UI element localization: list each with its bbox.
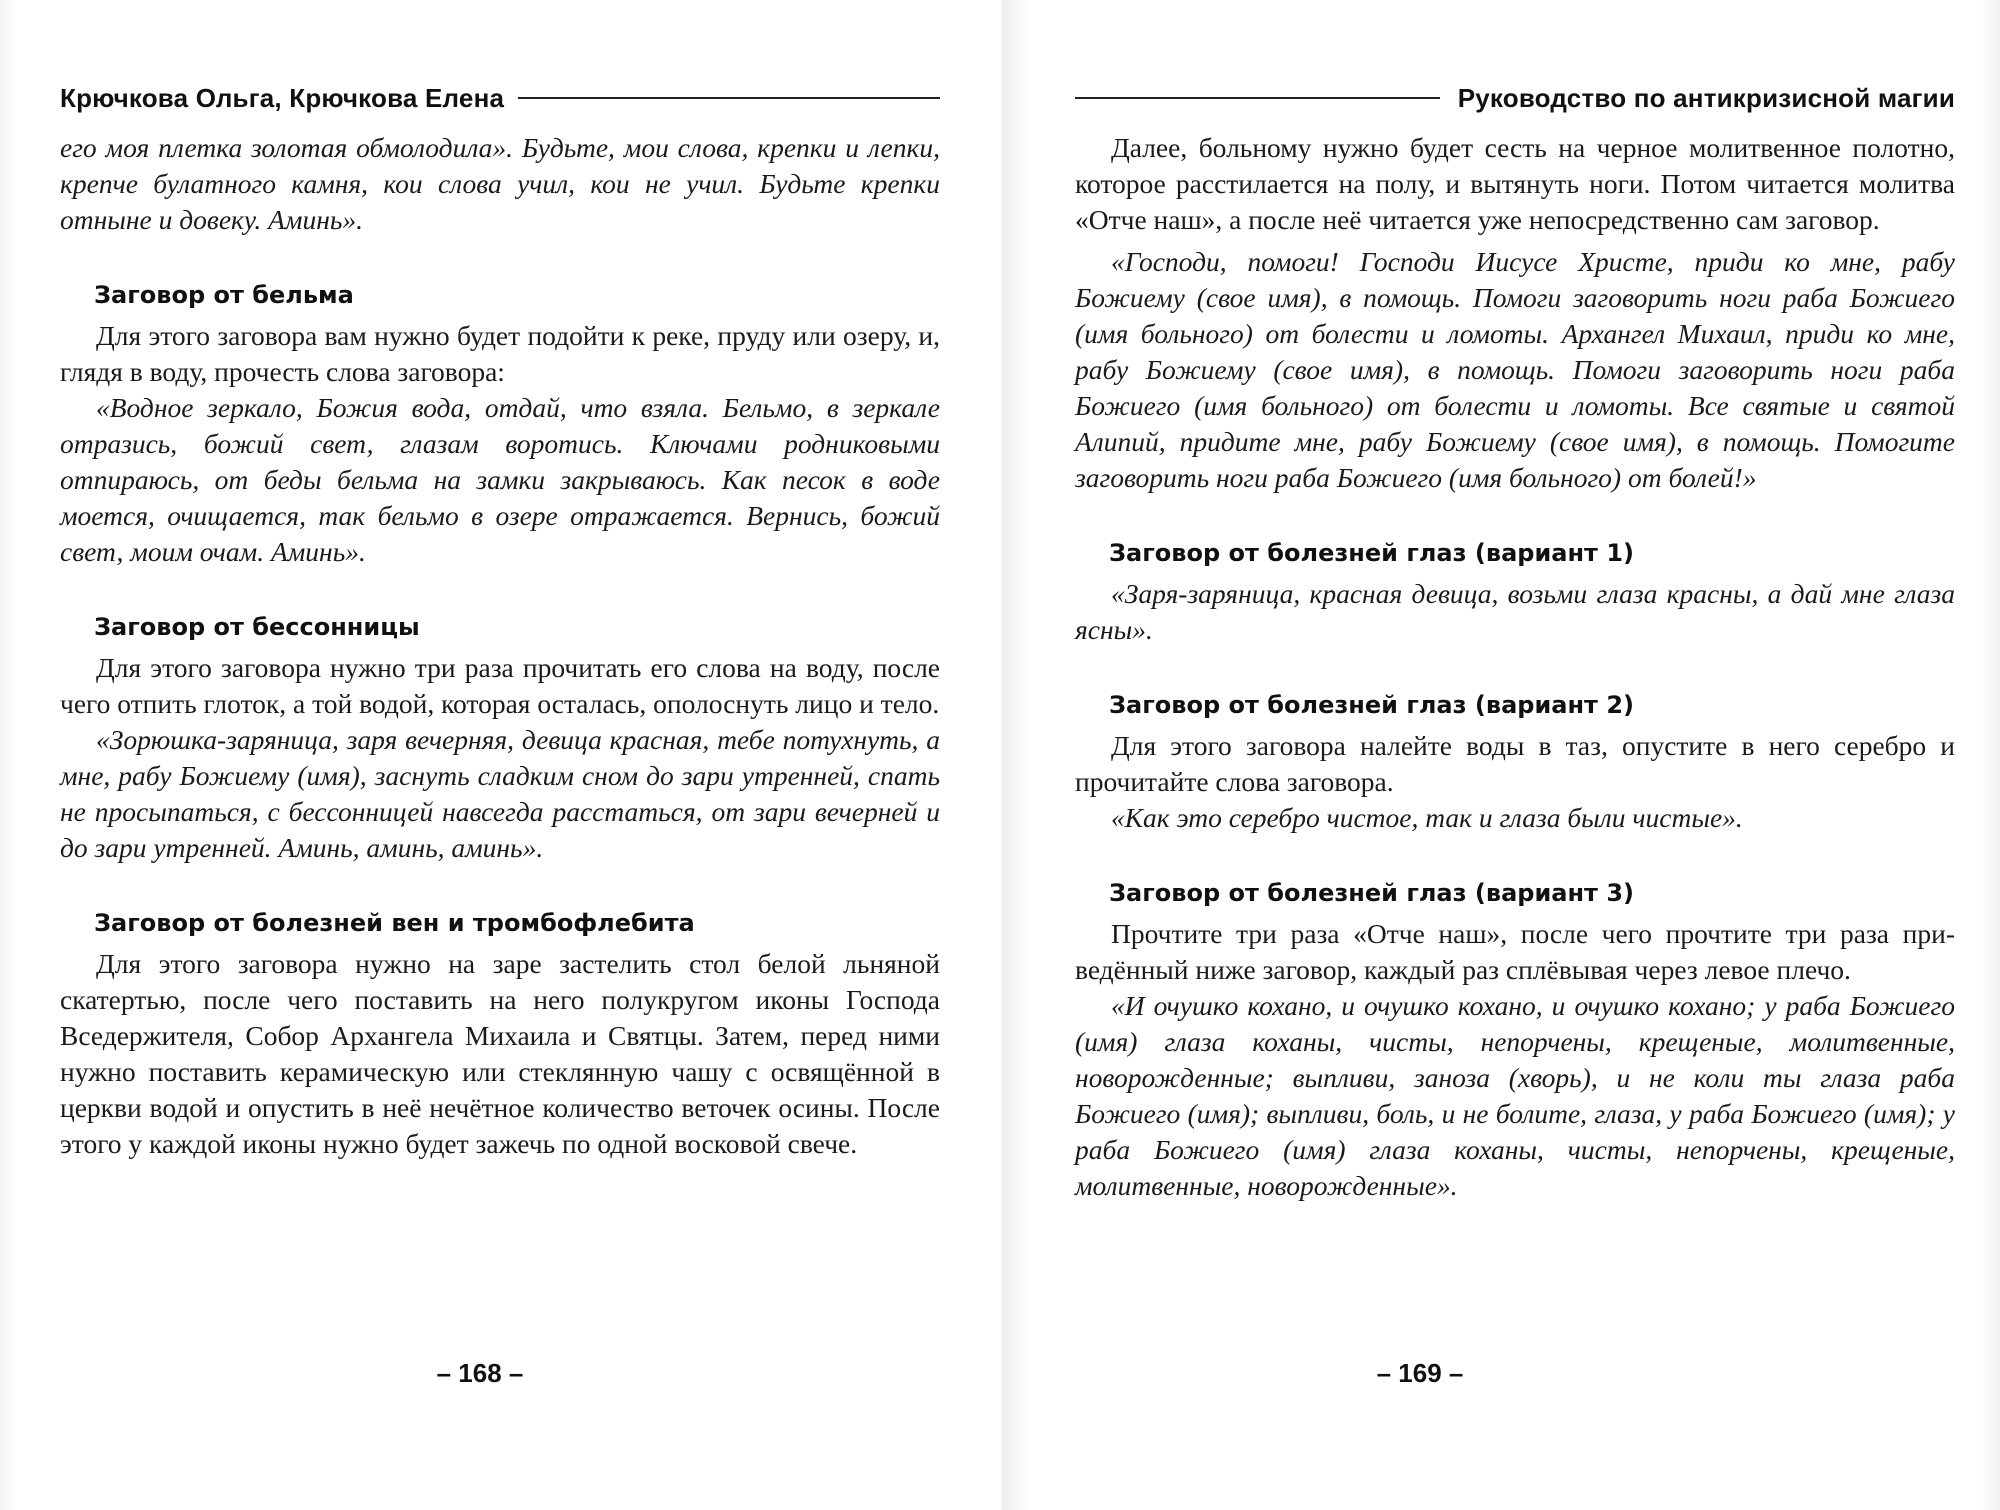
section-quote-insomnia: «Зорюшка-заряница, заря вечерняя, девица красная, тебе потухнуть, а мне, рабу Божиему (имя), заснуть сладким сном до зари утренней, спать не просыпаться, с бессонницей навсегда расстаться, от зари вечерней и до зари утренней. Аминь, аминь, аминь». <box>60 724 940 863</box>
section-heading-eyes-2: Заговор от болезней глаз (вариант 2) <box>1109 691 1634 719</box>
section-quote-eyes-3: «И очушко кохано, и очушко кохано, и очушко кохано; у раба Божиего (имя) глаза коханы, чисты, непорчены, крещеные, молитвенные, новорожденные; выпливи, заноза (хворь), и не коли ты глаза раба Божиего (имя); выпливи, боль, и не болите, глаза, у раба Божиего (имя); у раба Божиего (имя) глаза коханы, чисты, непорчены, крещеные, молитвенные, новорожденные». <box>1075 990 1955 1201</box>
section-heading-veins: Заговор от болезней вен и тромбофлебита <box>94 909 695 937</box>
continued-quote: его моя плетка золотая обмолодила». Будьте, мои слова, крепки и лепки, крепче булатного камня, кои слова учил, кои не учил. Будьте крепки отныне и довеку. Аминь». <box>60 132 940 235</box>
section-text-insomnia: Для этого заговора нужно три раза прочитать его слова на воду, после чего отпить глоток, а той водой, которая осталась, ополоснуть лицо и тело. <box>60 652 940 719</box>
intro-quote: «Господи, помоги! Господи Иисусе Христе, приди ко мне, рабу Божиему (свое имя), в помощь. Помоги заговорить ноги раба Божиего (имя больного) от болести и ломоты. Архангел Михаил, приди ко мне, рабу Божиему (свое имя), в помощь. Помоги заговорить ноги раба Божиего (имя больного) от болести и ломоты. Все святые и святой Алипий, придите мне, рабу Божиему (свое имя), в помощь. Помогите заговорить ноги раба Божиего (имя больного) от болей!» <box>1075 246 1955 493</box>
section-heading-belmo: Заговор от бельма <box>94 281 354 309</box>
section-text-eyes-2: Для этого заговора налейте воды в таз, опустите в него серебро и прочитайте слова заговора. <box>1075 730 1955 797</box>
section-quote-eyes-1: «Заря-заряница, красная девица, возьми глаза красны, а дай мне глаза ясны». <box>1075 578 1955 645</box>
page-number-left: – 168 – <box>436 1358 524 1388</box>
section-heading-eyes-3: Заговор от болезней глаз (вариант 3) <box>1109 879 1634 907</box>
running-head-authors: Крючкова Ольга, Крючкова Елена <box>60 82 505 113</box>
running-head-left <box>60 78 940 118</box>
running-head-book-title: Руководство по антикризисной магии <box>1457 82 1955 113</box>
left-page-body <box>60 130 940 1162</box>
section-quote-belmo: «Водное зеркало, Божия вода, отдай, что взяла. Бельмо, в зеркале отразись, божий свет, глазам воротись. Ключами родниковыми отпираюсь, от беды бельма на замки закрываюсь. Как песок в воде моется, очищается, так бельмо в озере отражается. Вернись, божий свет, моим очам. Аминь». <box>60 392 940 567</box>
section-heading-eyes-1: Заговор от болезней глаз (вариант 1) <box>1109 539 1634 567</box>
intro-text: Далее, больному нужно будет сесть на черное молитвенное полотно, которое расстилается на полу, и вытянуть ноги. Потом читается молитва «Отче наш», а после неё читается уже непосредственно сам заговор. <box>1075 132 1955 235</box>
page-number-right: – 169 – <box>1376 1358 1464 1388</box>
left-page <box>60 0 940 1510</box>
section-text-belmo: Для этого заговора вам нужно будет подойти к реке, пруду или озеру, и, глядя в воду, прочесть слова заговора: <box>60 320 940 387</box>
section-text-veins: Для этого заговора нужно на заре застелить стол белой льняной скатертью, после чего поставить на него полукругом иконы Господа Вседержителя, Собор Архангела Михаила и Святцы. Затем, перед ними нужно поставить керамическую или стеклянную чашу с освящённой в церкви водой и опустить в неё нечётное количество веточек осины. После этого у каждой иконы нужно будет зажечь по одной восковой свече. <box>60 948 940 1159</box>
running-head-right <box>1075 78 1955 118</box>
section-text-eyes-3: Прочтите три раза «Отче наш», после чего прочтите три раза приведённый ниже заговор, каждый раз сплёвывая через левое плечо. <box>1075 918 1955 985</box>
section-quote-eyes-2: «Как это серебро чистое, так и глаза были чистые». <box>1111 802 1743 833</box>
running-head-rule <box>518 97 940 99</box>
running-head-rule <box>1075 97 1440 99</box>
section-heading-insomnia: Заговор от бессонницы <box>94 613 420 641</box>
right-page-body <box>1075 130 1955 1204</box>
right-page <box>1075 0 1955 1510</box>
